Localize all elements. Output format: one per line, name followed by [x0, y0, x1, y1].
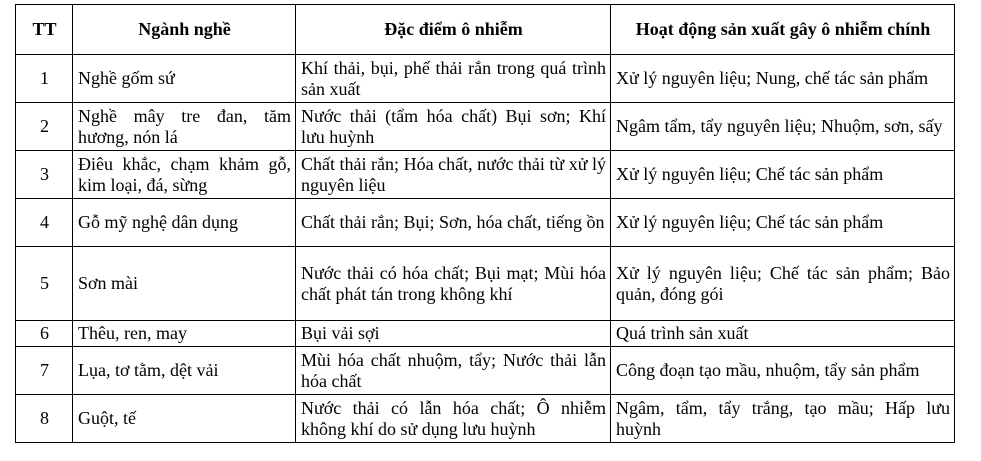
- header-dac-diem: Đặc điểm ô nhiễm: [296, 5, 611, 55]
- cell-hoat-dong: Xử lý nguyên liệu; Chế tác sản phẩm: [611, 151, 955, 199]
- cell-nganh-nghe: Thêu, ren, may: [73, 321, 296, 347]
- cell-hoat-dong: Xử lý nguyên liệu; Chế tác sản phẩm: [611, 199, 955, 247]
- cell-tt: 6: [16, 321, 73, 347]
- header-nganh-nghe: Ngành nghề: [73, 5, 296, 55]
- table-row: [16, 151, 955, 199]
- cell-dac-diem: Mùi hóa chất nhuộm, tẩy; Nước thải lẫn hóa chất: [296, 347, 611, 395]
- cell-dac-diem: Khí thải, bụi, phế thải rắn trong quá trình sản xuất: [296, 55, 611, 103]
- table-row: [16, 347, 955, 395]
- cell-hoat-dong: Ngâm, tẩm, tẩy trắng, tạo mầu; Hấp lưu huỳnh: [611, 395, 955, 443]
- cell-dac-diem: Nước thải (tẩm hóa chất) Bụi sơn; Khí lưu huỳnh: [296, 103, 611, 151]
- cell-tt: 8: [16, 395, 73, 443]
- table-row: [16, 395, 955, 443]
- cell-nganh-nghe: Điêu khắc, chạm khảm gỗ, kim loại, đá, sừng: [73, 151, 296, 199]
- cell-tt: 7: [16, 347, 73, 395]
- table-row: [16, 199, 955, 247]
- table-row: [16, 103, 955, 151]
- cell-tt: 5: [16, 247, 73, 321]
- pollution-table: [15, 4, 955, 443]
- table-row: [16, 55, 955, 103]
- cell-nganh-nghe: Nghề gốm sứ: [73, 55, 296, 103]
- cell-hoat-dong: Công đoạn tạo mầu, nhuộm, tẩy sản phẩm: [611, 347, 955, 395]
- cell-hoat-dong: Quá trình sản xuất: [611, 321, 955, 347]
- cell-nganh-nghe: Lụa, tơ tằm, dệt vải: [73, 347, 296, 395]
- cell-nganh-nghe: Sơn mài: [73, 247, 296, 321]
- cell-dac-diem: Bụi vải sợi: [296, 321, 611, 347]
- table-row: [16, 321, 955, 347]
- cell-dac-diem: Chất thải rắn; Bụi; Sơn, hóa chất, tiếng ồn: [296, 199, 611, 247]
- cell-hoat-dong: Xử lý nguyên liệu; Chế tác sản phẩm; Bảo quản, đóng gói: [611, 247, 955, 321]
- cell-tt: 2: [16, 103, 73, 151]
- header-row: [16, 5, 955, 55]
- cell-dac-diem: Nước thải có hóa chất; Bụi mạt; Mùi hóa chất phát tán trong không khí: [296, 247, 611, 321]
- pollution-table-container: [15, 4, 955, 443]
- cell-nganh-nghe: Nghề mây tre đan, tăm hương, nón lá: [73, 103, 296, 151]
- cell-tt: 1: [16, 55, 73, 103]
- cell-hoat-dong: Ngâm tẩm, tẩy nguyên liệu; Nhuộm, sơn, sấy: [611, 103, 955, 151]
- cell-hoat-dong: Xử lý nguyên liệu; Nung, chế tác sản phẩm: [611, 55, 955, 103]
- cell-tt: 3: [16, 151, 73, 199]
- cell-nganh-nghe: Gỗ mỹ nghệ dân dụng: [73, 199, 296, 247]
- header-hoat-dong: Hoạt động sản xuất gây ô nhiễm chính: [611, 5, 955, 55]
- cell-tt: 4: [16, 199, 73, 247]
- cell-dac-diem: Nước thải có lẫn hóa chất; Ô nhiễm không khí do sử dụng lưu huỳnh: [296, 395, 611, 443]
- header-tt: TT: [16, 5, 73, 55]
- cell-dac-diem: Chất thải rắn; Hóa chất, nước thải từ xử lý nguyên liệu: [296, 151, 611, 199]
- cell-nganh-nghe: Guột, tế: [73, 395, 296, 443]
- table-row: [16, 247, 955, 321]
